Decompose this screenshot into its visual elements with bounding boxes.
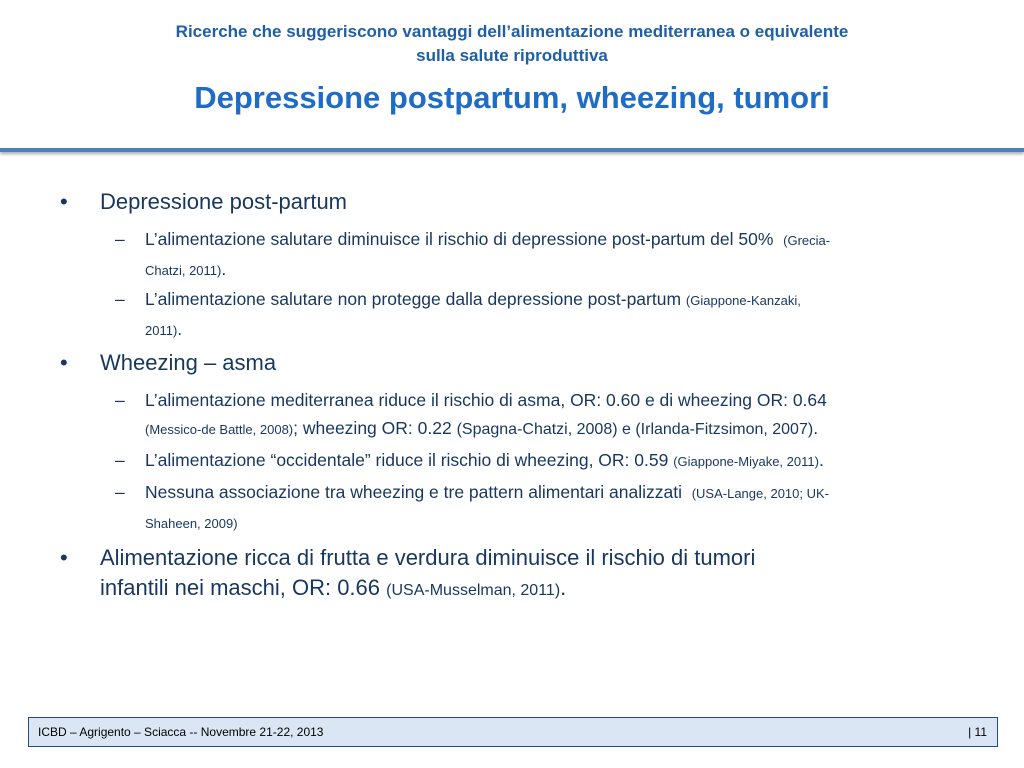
header-divider xyxy=(0,148,1024,152)
bullet-marker: • xyxy=(60,350,68,375)
footer-event: ICBD – Agrigento – Sciacca -- Novembre 21-22, 2013 xyxy=(38,725,324,739)
punctuation: . xyxy=(560,575,567,600)
punctuation: . xyxy=(818,450,824,470)
dash-marker: – xyxy=(115,482,125,502)
bullet-tumori xyxy=(100,543,980,606)
sub-item-text: ; wheezing OR: 0.22 xyxy=(293,418,452,438)
dash-marker: – xyxy=(115,390,125,410)
bullet-text: Alimentazione ricca di frutta e verdura diminuisce il rischio di tumori xyxy=(100,545,756,570)
sub-item-text: L’alimentazione salutare diminuisce il rischio di depressione post-partum del 50% xyxy=(145,229,774,249)
page-number: | 11 xyxy=(968,725,987,739)
slide-supertitle-line2: sulla salute riproduttiva xyxy=(416,46,608,65)
sub-item-text: L’alimentazione salutare non protegge dalla depressione post-partum xyxy=(145,289,682,309)
citation: (Grecia- xyxy=(783,233,831,248)
citation: (Spagna-Chatzi, 2008) e (Irlanda-Fitzsimon, 2007) xyxy=(456,421,814,438)
slide-footer xyxy=(28,717,998,747)
dash-marker: – xyxy=(115,289,125,309)
citation: Shaheen, 2009) xyxy=(145,516,238,531)
dash-marker: – xyxy=(115,450,125,470)
sub-item-text: L’alimentazione mediterranea riduce il rischio di asma, OR: 0.60 e di wheezing OR: 0.64 xyxy=(145,390,827,410)
sub-item-depressione-2 xyxy=(145,285,965,345)
sub-item-wheezing-3 xyxy=(145,478,965,538)
citation: (Messico-de Battle, 2008) xyxy=(145,422,294,437)
citation: (USA-Lange, 2010; UK- xyxy=(691,486,829,501)
punctuation: . xyxy=(177,319,183,339)
sub-item-wheezing-1 xyxy=(145,386,965,444)
slide-title: Depressione postpartum, wheezing, tumori xyxy=(194,80,830,115)
dash-marker: – xyxy=(115,229,125,249)
sub-item-wheezing-2 xyxy=(145,446,965,476)
punctuation: . xyxy=(221,259,227,279)
punctuation: . xyxy=(813,418,819,438)
citation: (Giappone-Kanzaki, xyxy=(685,293,801,308)
bullet-text: infantili nei maschi, OR: 0.66 xyxy=(100,575,381,600)
sub-item-text: L’alimentazione “occidentale” riduce il rischio di wheezing, OR: 0.59 xyxy=(145,450,669,470)
bullet-marker: • xyxy=(60,189,68,214)
citation: Chatzi, 2011) xyxy=(145,263,222,278)
bullet-wheezing: Wheezing – asma xyxy=(100,350,277,375)
citation: (USA-Musselman, 2011) xyxy=(386,582,561,599)
sub-item-depressione-1 xyxy=(145,225,965,285)
citation: (Giappone-Miyake, 2011) xyxy=(673,454,819,469)
slide-supertitle-line1: Ricerche che suggeriscono vantaggi dell’alimentazione mediterranea o equivalente xyxy=(175,22,849,41)
slide-header xyxy=(0,0,1024,150)
bullet-marker: • xyxy=(60,545,68,570)
bullet-depressione: Depressione post-partum xyxy=(100,189,348,214)
citation: 2011) xyxy=(145,323,178,338)
sub-item-text: Nessuna associazione tra wheezing e tre pattern alimentari analizzati xyxy=(145,482,682,502)
